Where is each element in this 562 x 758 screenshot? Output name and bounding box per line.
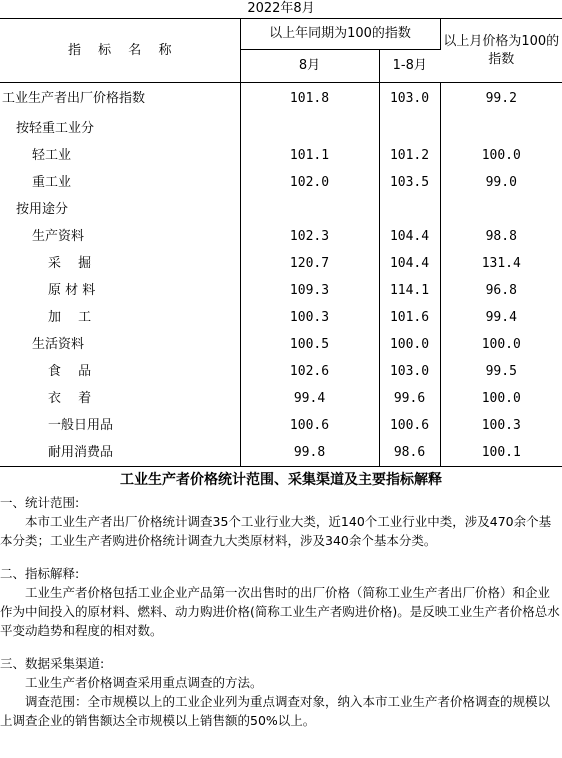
row-mom-value: 100.0 [481, 391, 521, 406]
row-month-value: 99.4 [240, 385, 379, 412]
row-ytd-value [379, 115, 440, 142]
definition-heading: 二、指标解释: [0, 566, 80, 581]
row-mom-value: 100.0 [481, 337, 521, 352]
row-name: 加 工 [0, 304, 240, 331]
row-name: 按轻重工业分 [0, 115, 240, 142]
table-row [0, 115, 562, 142]
row-mom-value: 98.8 [485, 229, 517, 244]
row-ytd-value: 100.0 [379, 331, 440, 358]
row-month-value: 102.0 [240, 169, 379, 196]
row-name: 食 品 [0, 358, 240, 385]
row-mom-value: 100.0 [481, 148, 521, 163]
row-ytd-value: 104.4 [379, 223, 440, 250]
table-row [0, 277, 562, 304]
row-mom-value: 131.4 [481, 256, 521, 271]
row-month-value: 100.3 [240, 304, 379, 331]
price-index-table [0, 18, 562, 467]
row-name: 生活资料 [0, 331, 240, 358]
row-name: 采 掘 [0, 250, 240, 277]
table-row [0, 196, 562, 223]
row-name: 工业生产者出厂价格指数 [0, 83, 240, 116]
collection-scope-text: 调查范围：全市规模以上的工业企业列为重点调查对象，纳入本市工业生产者价格调查的规模以上调查企业的销售额达全市规模以上销售额的50%以上。 [0, 694, 551, 728]
row-mom-value [440, 196, 562, 223]
row-name: 轻工业 [0, 142, 240, 169]
header-month: 8月 [240, 50, 379, 83]
notes-body [0, 493, 562, 730]
row-month-value: 102.3 [240, 223, 379, 250]
scope-heading: 一、统计范围: [0, 495, 80, 510]
row-mom-value: 99.4 [485, 310, 517, 325]
row-ytd-value: 101.2 [379, 142, 440, 169]
table-row [0, 142, 562, 169]
report-date: 2022年8月 [247, 1, 315, 16]
row-ytd-value: 101.6 [379, 304, 440, 331]
table-row [0, 412, 562, 439]
row-name: 重工业 [0, 169, 240, 196]
row-name: 一般日用品 [0, 412, 240, 439]
collection-heading: 三、数据采集渠道: [0, 656, 105, 671]
row-name: 衣 着 [0, 385, 240, 412]
table-row [0, 439, 562, 467]
row-month-value: 101.1 [240, 142, 379, 169]
row-mom-value: 99.2 [485, 91, 517, 106]
row-ytd-value: 103.0 [379, 83, 440, 116]
notes-title: 工业生产者价格统计范围、采集渠道及主要指标解释 [120, 472, 442, 488]
table-row [0, 223, 562, 250]
row-month-value: 100.5 [240, 331, 379, 358]
row-mom-value: 99.5 [485, 364, 517, 379]
row-mom-value: 96.8 [485, 283, 517, 298]
table-row [0, 331, 562, 358]
row-month-value: 102.6 [240, 358, 379, 385]
row-month-value: 101.8 [240, 83, 379, 116]
row-month-value [240, 115, 379, 142]
row-ytd-value: 103.0 [379, 358, 440, 385]
row-ytd-value [379, 196, 440, 223]
row-ytd-value: 114.1 [379, 277, 440, 304]
row-name: 耐用消费品 [0, 439, 240, 467]
row-month-value: 120.7 [240, 250, 379, 277]
row-month-value: 109.3 [240, 277, 379, 304]
table-row [0, 358, 562, 385]
table-row [0, 169, 562, 196]
row-name: 生产资料 [0, 223, 240, 250]
table-row [0, 385, 562, 412]
row-mom-value: 99.0 [485, 175, 517, 190]
row-month-value: 100.6 [240, 412, 379, 439]
row-ytd-value: 99.6 [379, 385, 440, 412]
row-mom-value: 100.3 [481, 418, 521, 433]
header-ytd: 1-8月 [379, 50, 440, 83]
row-mom-value [440, 115, 562, 142]
row-ytd-value: 98.6 [379, 439, 440, 467]
row-ytd-value: 104.4 [379, 250, 440, 277]
row-mom-value: 100.1 [440, 439, 562, 467]
row-name: 原 材 料 [0, 277, 240, 304]
header-indicator: 指 标 名 称 [0, 19, 240, 83]
definition-text: 工业生产者价格包括工业企业产品第一次出售时的出厂价格（简称工业生产者出厂价格）和企业作为中间投入的原材料、燃料、动力购进价格(简称工业生产者购进价格)。是反映工业生产者价格总水平变动趋势和程度的相对数。 [0, 585, 560, 638]
row-name: 按用途分 [0, 196, 240, 223]
collection-method-text: 工业生产者价格调查采用重点调查的方法。 [25, 675, 263, 690]
scope-text: 本市工业生产者出厂价格统计调查35个工业行业大类，近140个工业行业中类，涉及470余个基本分类；工业生产者购进价格统计调查九大类原材料，涉及340余个基本分类。 [0, 514, 552, 548]
table-row [0, 304, 562, 331]
header-yoy-group: 以上年同期为100的指数 [240, 19, 440, 50]
row-ytd-value: 100.6 [379, 412, 440, 439]
row-month-value [240, 196, 379, 223]
table-row [0, 83, 562, 116]
row-ytd-value: 103.5 [379, 169, 440, 196]
row-month-value: 99.8 [240, 439, 379, 467]
table-row [0, 250, 562, 277]
header-mom-group: 以上月价格为100的指数 [440, 19, 562, 83]
